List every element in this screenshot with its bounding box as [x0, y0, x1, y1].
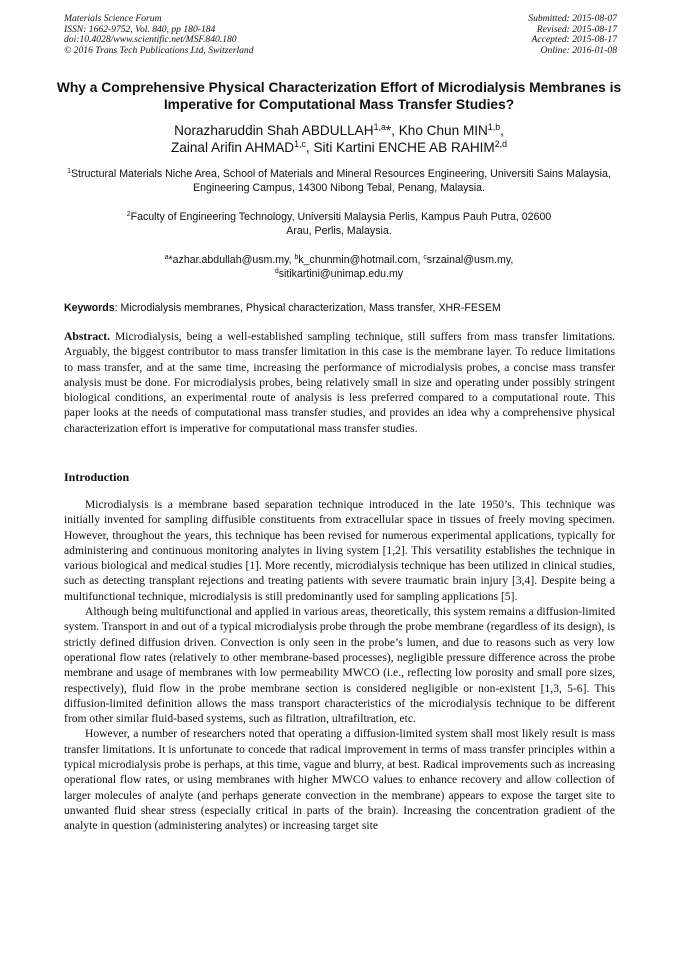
email-link[interactable]: srzainal@usm.my, [426, 254, 514, 266]
email-mark: b [294, 254, 299, 262]
author-name: Zainal Arifin AHMAD [170, 140, 295, 155]
author-affil-mark: 2,d [494, 139, 508, 150]
author-name: Siti Kartini ENCHE AB RAHIM [313, 140, 495, 155]
keywords-label: Keywords [64, 302, 115, 314]
keywords [64, 302, 624, 315]
abstract-paragraph [64, 329, 615, 436]
abstract-text: Microdialysis, being a well-established sampling technique, still suffers from mass transfer limitations. Arguably, the biggest contributor to mass transfer limitation in this case is the membrane layer. To reduce limitations to mass transfer, and at the same time, increasing the performance of microdialysis probes, a concise mass transfer analysis must be done. For microdialysis probes, being relatively small in size and operating under possibly stringent biological conditions, an experimental route of analysis is less preferred compared to a computational route. This paper looks at the needs of computational mass transfer studies, and provides an idea why a comprehensive physical characterization effort is imperative for computational mass transfer studies. [64, 330, 615, 435]
online-date: Online: 2016-01-08 [540, 44, 617, 56]
email-link[interactable]: k_chunmin@hotmail.com, [298, 254, 424, 266]
author-affil-mark: 1,b [487, 122, 501, 133]
affiliation-mark: 2 [126, 211, 131, 219]
author-name: Kho Chun MIN [398, 123, 488, 138]
introduction-body [64, 497, 615, 834]
abstract [64, 329, 615, 436]
doi-line: doi:10.4028/www.scientific.net/MSF.840.180 [64, 34, 237, 46]
abstract-label: Abstract. [64, 330, 111, 343]
section-heading-introduction: Introduction [64, 470, 130, 484]
body-paragraph: Microdialysis is a membrane based separation technique introduced in the late 1950’s. This technique was initially invented for sampling diffusible constituents from extracellular space in tissues of freely moving specimen. However, throughout the years, this technique has been revised for numerous experimental applications, typically for administering and continuous monitoring analytes in living system [1,2]. This versatility establishes the technique in various biological and medical studies [1]. More recently, microdialysis technique has been utilized in clinical studies, such as detecting transplant rejections and treating patients with severe traumatic brain injury [3,4]. Despite being a multifunctional technique, microdialysis is still predominantly used for sampling applications [5]. [64, 498, 615, 603]
body-paragraph: Although being multifunctional and applied in various areas, theoretically, this system remains a diffusion-limited system. Transport in and out of a typical microdialysis probe through the probe membrane (regardless of its design), is strictly defined diffusion driven. Convection is only seen in the probe’s lumen, and due to reasons such as very low operational flow rates (relatively to other membrane-based processes), negligible pressure difference across the probe membrane and usage of membranes with low permeability MWCO (i.e., reflecting low porosity and small pore sizes, respectively), fluid flow in the probe membrane section is considered negligible or non-existent [1,3, 5-6]. This diffusion-limited definition allows the mass transport characteristics of the microdialysis technique to be different from other similar fluid-based systems, such as filtration, ultrafiltration, etc. [64, 605, 615, 726]
author-name: Norazharuddin Shah ABDULLAH [174, 123, 374, 138]
email-link[interactable]: *azhar.abdullah@usm.my, [168, 254, 295, 266]
accepted-date: Accepted: 2015-08-17 [531, 34, 617, 46]
author-affil-mark: 1,a [373, 122, 386, 133]
body-paragraph: However, a number of researchers noted that operating a diffusion-limited system shall most likely result is mass transfer limitations. It is unfortunate to concede that radical improvement in terms of mass transfer principles within a typical microdialysis probe is perhaps, at this time, vague and blurry, at best. Radical improvements such as increasing operational flow rates, or using membranes with higher MWCO values to enhance recovery and allow collection of larger molecules of analyte (and perhaps generate convection in the membrane) appears to expose the target site to unwanted fluid shear stress (especially critical in parts of the brain). Increasing the concentration gradient of the analyte in question (administering analytes) or increasing target site [64, 727, 615, 833]
affiliation-2 [40, 211, 638, 239]
copyright-line: © 2016 Trans Tech Publications Ltd, Switzerland [64, 44, 254, 56]
keywords-text: : Microdialysis membranes, Physical characterization, Mass transfer, XHR-FESEM [114, 302, 501, 314]
paper-title: Why a Comprehensive Physical Characterization Effort of Microdialysis Membranes is Imperative for Computational Mass Transfer Studies? [56, 80, 622, 112]
author-separator: , [500, 123, 504, 138]
revised-date: Revised: 2015-08-17 [536, 23, 617, 35]
affiliation-1 [40, 168, 638, 196]
journal-name: Materials Science Forum [64, 13, 162, 24]
author-separator: , [305, 140, 314, 155]
email-link[interactable]: sitikartini@unimap.edu.my [278, 267, 404, 280]
journal-info [64, 14, 254, 56]
affiliation-text: Faculty of Engineering Technology, Universiti Malaysia Perlis, Kampus Pauh Putra, 02600 Arau, Perlis, Malaysia. [130, 211, 552, 237]
author-affil-mark: 1,c [294, 139, 306, 150]
submitted-date: Submitted: 2015-08-07 [528, 13, 617, 24]
email-mark: a [164, 254, 169, 262]
corresponding-mark: *, [385, 123, 399, 138]
affiliation-mark: 1 [67, 168, 71, 176]
issn-line: ISSN: 1662-9752, Vol. 840, pp 180-184 [64, 23, 216, 35]
author-list [40, 122, 638, 156]
author-line-2 [40, 139, 638, 156]
affiliation-text: Structural Materials Niche Area, School of Materials and Mineral Resources Engineering, Universiti Sains Malaysia, Engineering Campus, 14300 Nibong Tebal, Penang, Malaysia. [70, 168, 611, 194]
author-line-1 [40, 122, 638, 139]
dates-info [528, 14, 617, 56]
email-mark: d [274, 268, 279, 276]
email-list [40, 254, 638, 282]
email-mark: c [423, 254, 427, 262]
